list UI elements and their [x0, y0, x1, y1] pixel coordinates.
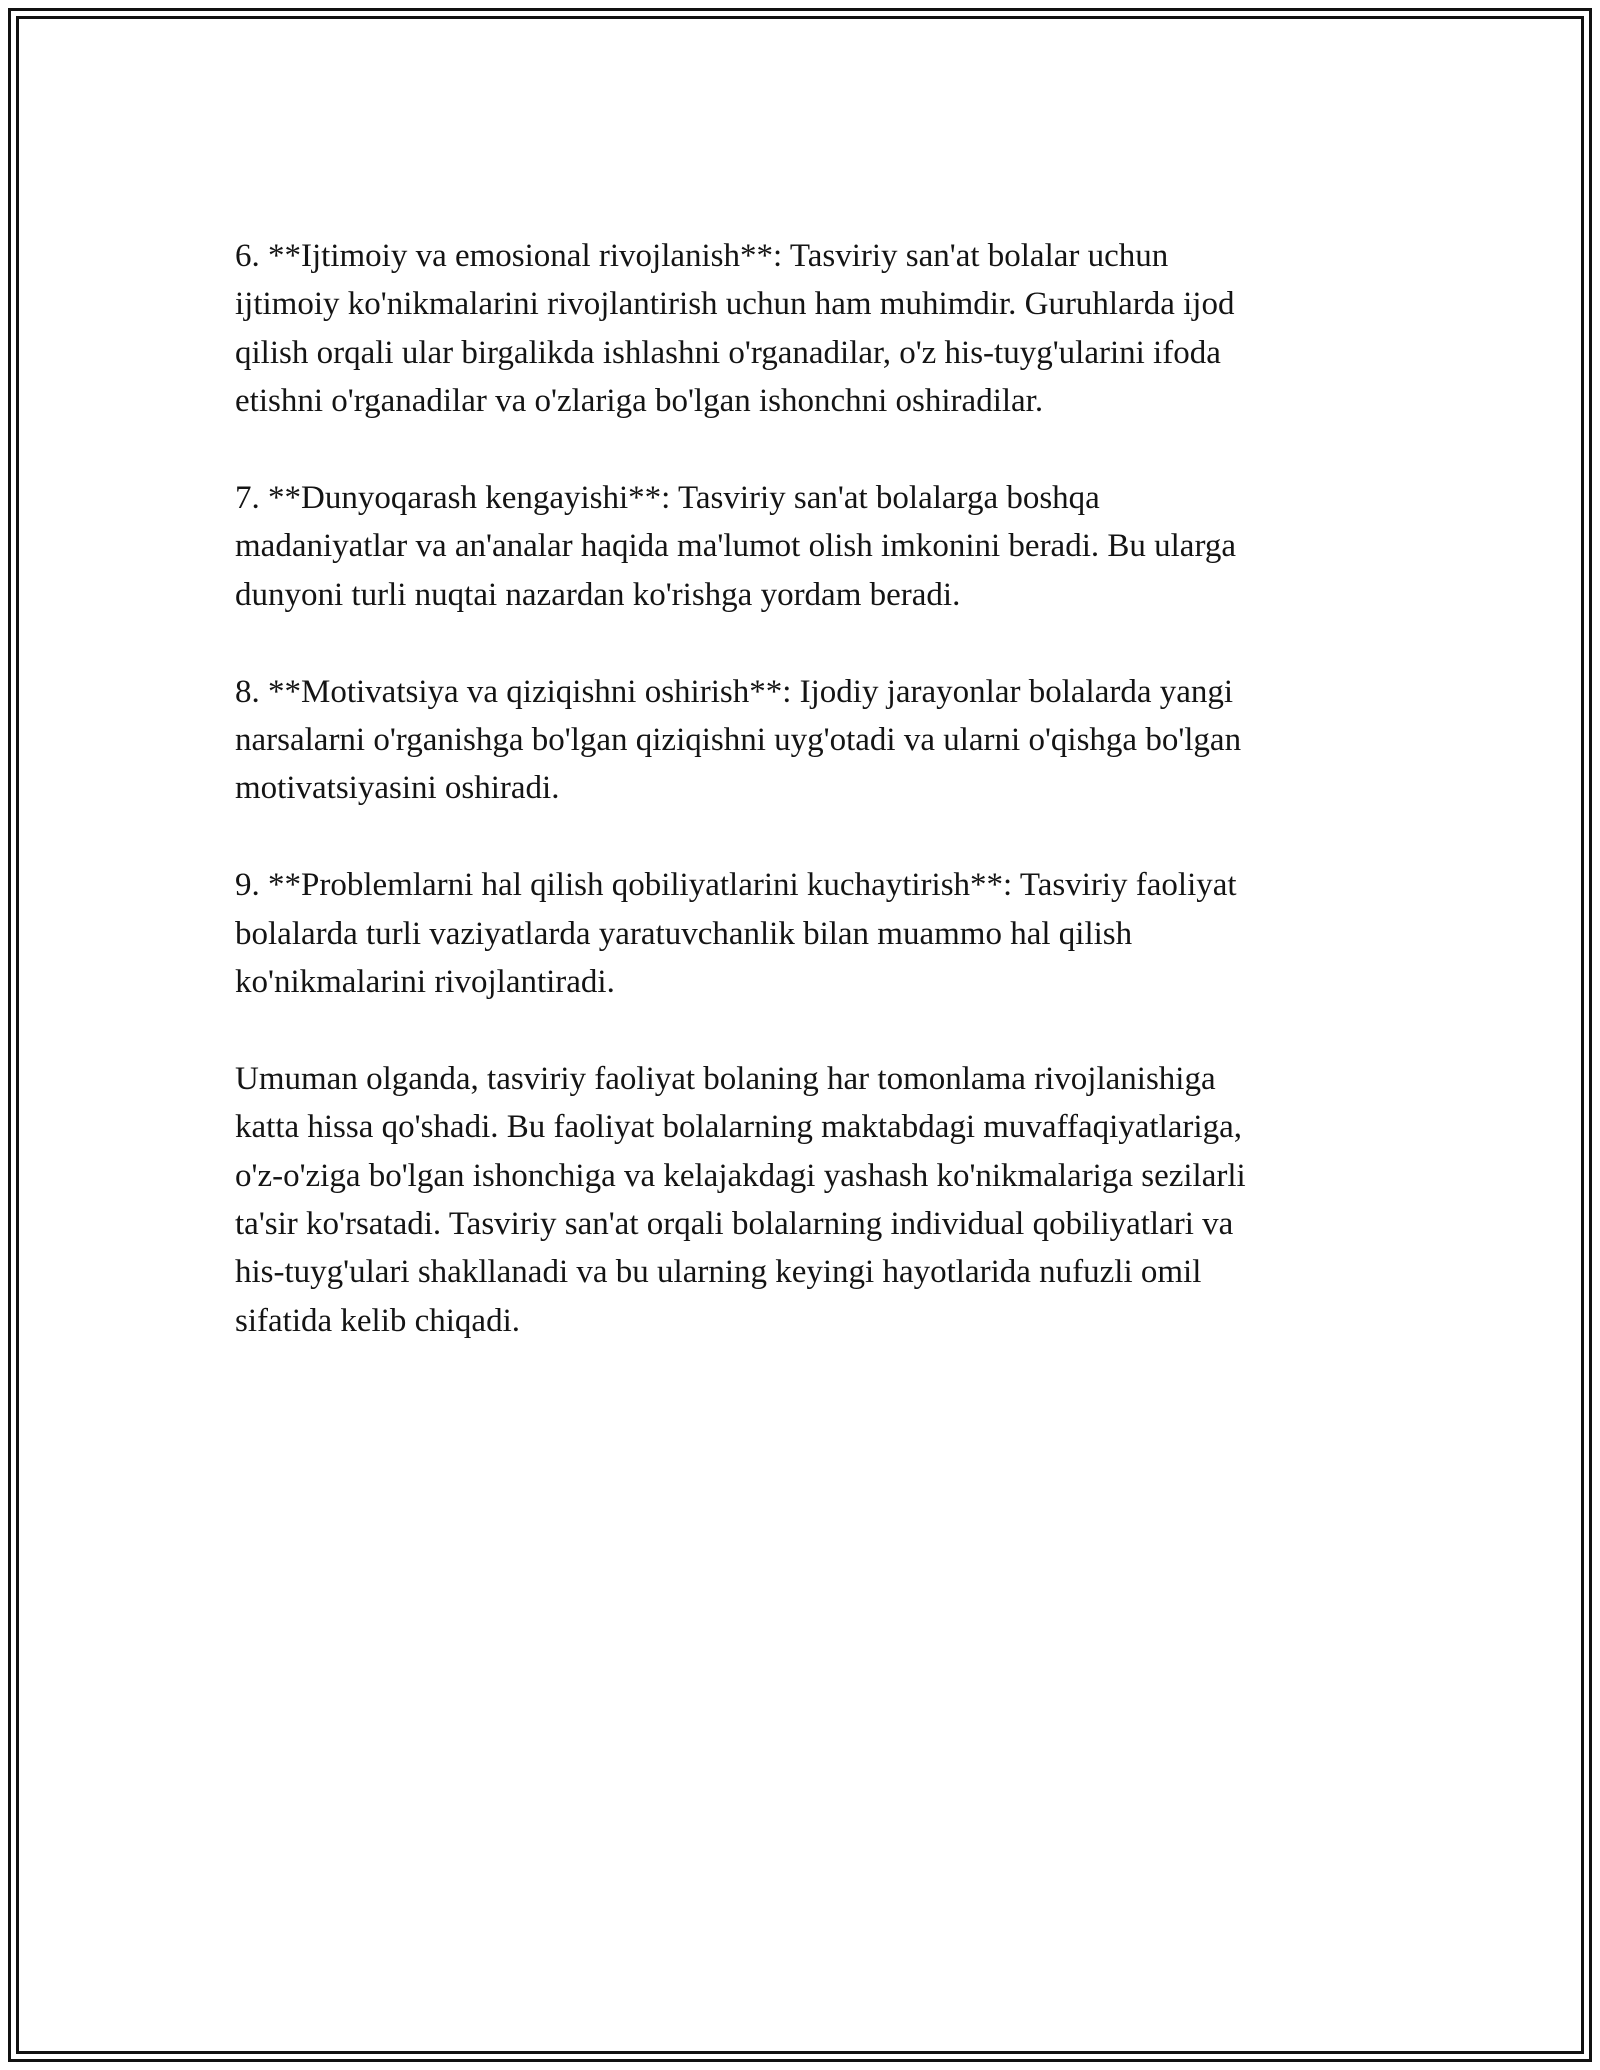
- text-line: motivatsiyasini oshiradi.: [235, 770, 560, 807]
- text-line: 9. **Problemlarni hal qilish qobiliyatlarini kuchaytirish**: Tasviriy faoliyat: [235, 867, 1237, 904]
- paragraph-item-7: [235, 474, 1365, 619]
- paragraph-item-8: [235, 668, 1365, 813]
- text-line: ko'nikmalarini rivojlantiradi.: [235, 964, 615, 1001]
- paragraph-item-6: [235, 232, 1365, 426]
- document-body: [235, 232, 1365, 1394]
- text-line: 8. **Motivatsiya va qiziqishni oshirish**: Ijodiy jarayonlar bolalarda yangi: [235, 673, 1234, 710]
- text-line: madaniyatlar va an'analar haqida ma'lumot olish imkonini beradi. Bu ularga: [235, 528, 1236, 565]
- text-line: 6. **Ijtimoiy va emosional rivojlanish**: Tasviriy san'at bolalar uchun: [235, 238, 1169, 274]
- text-line: sifatida kelib chiqadi.: [235, 1302, 520, 1339]
- text-line: o'z-o'ziga bo'lgan ishonchiga va kelajakdagi yashash ko'nikmalariga sezilarli: [235, 1157, 1246, 1194]
- text-line: 7. **Dunyoqarash kengayishi**: Tasviriy san'at bolalarga boshqa: [235, 480, 1100, 517]
- text-line: qilish orqali ular birgalikda ishlashni o'rganadilar, o'z his-tuyg'ularini ifoda: [235, 334, 1221, 371]
- text-line: dunyoni turli nuqtai nazardan ko'rishga yordam beradi.: [235, 576, 961, 613]
- text-line: Umuman olganda, tasviriy faoliyat bolaning har tomonlama rivojlanishiga: [235, 1060, 1216, 1097]
- text-line: ijtimoiy ko'nikmalarini rivojlantirish uchun ham muhimdir. Guruhlarda ijod: [235, 286, 1235, 323]
- text-line: narsalarni o'rganishga bo'lgan qiziqishni uyg'otadi va ularni o'qishga bo'lgan: [235, 722, 1242, 759]
- paragraph-item-9: [235, 861, 1365, 1006]
- text-line: bolalarda turli vaziyatlarda yaratuvchanlik bilan muammo hal qilish: [235, 915, 1133, 952]
- text-line: etishni o'rganadilar va o'zlariga bo'lgan ishonchni oshiradilar.: [235, 383, 1044, 420]
- text-line: ta'sir ko'rsatadi. Tasviriy san'at orqali bolalarning individual qobiliyatlari va: [235, 1206, 1234, 1243]
- text-line: his-tuyg'ulari shakllanadi va bu ularning keyingi hayotlarida nufuzli omil: [235, 1254, 1202, 1291]
- text-line: katta hissa qo'shadi. Bu faoliyat bolalarning maktabdagi muvaffaqiyatlariga,: [235, 1109, 1242, 1146]
- paragraph-conclusion: [235, 1055, 1365, 1345]
